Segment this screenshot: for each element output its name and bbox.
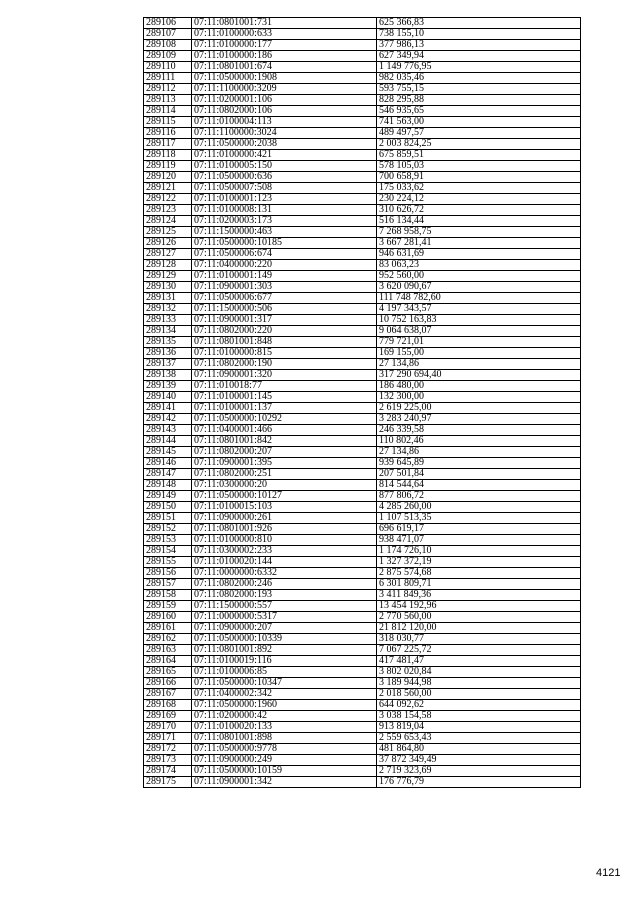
cadastral-number-cell: 07:11:0500000:1960 [192,700,377,711]
value-cell: 230 224,12 [377,194,581,205]
row-number-cell: 289109 [144,51,192,62]
cadastral-number-cell: 07:11:0100006:85 [192,667,377,678]
row-number-cell: 289111 [144,73,192,84]
row-number-cell: 289143 [144,425,192,436]
table-row [144,744,581,755]
value-cell: 3 283 240,97 [377,414,581,425]
table-row [144,601,581,612]
table-row [144,436,581,447]
row-number-cell: 289124 [144,216,192,227]
row-number-cell: 289141 [144,403,192,414]
row-number-cell: 289150 [144,502,192,513]
cadastral-value-table [143,17,581,788]
value-cell: 13 454 192,96 [377,601,581,612]
cadastral-number-cell: 07:11:0100019:116 [192,656,377,667]
table-row [144,678,581,689]
cadastral-number-cell: 07:11:0900000:207 [192,623,377,634]
value-cell: 814 544,64 [377,480,581,491]
row-number-cell: 289170 [144,722,192,733]
cadastral-number-cell: 07:11:0500000:9778 [192,744,377,755]
value-cell: 3 189 944,98 [377,678,581,689]
cadastral-number-cell: 07:11:0200000:42 [192,711,377,722]
row-number-cell: 289127 [144,249,192,260]
table-row [144,689,581,700]
value-cell: 2 018 560,00 [377,689,581,700]
cadastral-number-cell: 07:11:0500000:10347 [192,678,377,689]
cadastral-number-cell: 07:11:1500000:557 [192,601,377,612]
table-row [144,106,581,117]
table-row [144,546,581,557]
row-number-cell: 289154 [144,546,192,557]
value-cell: 310 626,72 [377,205,581,216]
row-number-cell: 289167 [144,689,192,700]
row-number-cell: 289129 [144,271,192,282]
cadastral-number-cell: 07:11:0900001:342 [192,777,377,788]
table-row [144,227,581,238]
cadastral-number-cell: 07:11:0100000:421 [192,150,377,161]
table-row [144,469,581,480]
cadastral-number-cell: 07:11:0100004:113 [192,117,377,128]
table-row [144,447,581,458]
table-row [144,315,581,326]
table-row [144,62,581,73]
table-row [144,18,581,29]
table-row [144,480,581,491]
row-number-cell: 289119 [144,161,192,172]
cadastral-number-cell: 07:11:0200003:173 [192,216,377,227]
value-cell: 644 092,62 [377,700,581,711]
value-cell: 625 366,83 [377,18,581,29]
table-row [144,293,581,304]
table-row [144,337,581,348]
value-cell: 175 033,62 [377,183,581,194]
cadastral-number-cell: 07:11:0100001:123 [192,194,377,205]
row-number-cell: 289155 [144,557,192,568]
value-cell: 10 752 163,83 [377,315,581,326]
value-cell: 489 497,57 [377,128,581,139]
cadastral-number-cell: 07:11:0500006:674 [192,249,377,260]
cadastral-number-cell: 07:11:0100020:133 [192,722,377,733]
value-cell: 938 471,07 [377,535,581,546]
value-cell: 207 501,84 [377,469,581,480]
table-row [144,205,581,216]
row-number-cell: 289112 [144,84,192,95]
table-row [144,150,581,161]
row-number-cell: 289137 [144,359,192,370]
cadastral-number-cell: 07:11:0500000:10185 [192,238,377,249]
cadastral-number-cell: 07:11:1500000:506 [192,304,377,315]
cadastral-number-cell: 07:11:0801001:892 [192,645,377,656]
cadastral-number-cell: 07:11:1100000:3024 [192,128,377,139]
value-cell: 6 301 809,71 [377,579,581,590]
row-number-cell: 289110 [144,62,192,73]
table-row [144,238,581,249]
value-cell: 481 864,80 [377,744,581,755]
page-number: 4121 [596,867,621,879]
value-cell: 578 105,03 [377,161,581,172]
data-table-container [143,17,580,788]
cadastral-number-cell: 07:11:0900001:320 [192,370,377,381]
cadastral-number-cell: 07:11:0400002:342 [192,689,377,700]
table-row [144,216,581,227]
row-number-cell: 289148 [144,480,192,491]
value-cell: 37 872 349,49 [377,755,581,766]
table-row [144,513,581,524]
table-row [144,359,581,370]
row-number-cell: 289175 [144,777,192,788]
cadastral-number-cell: 07:11:0200001:106 [192,95,377,106]
row-number-cell: 289107 [144,29,192,40]
cadastral-number-cell: 07:11:0801001:926 [192,524,377,535]
row-number-cell: 289130 [144,282,192,293]
cadastral-number-cell: 07:11:0802000:193 [192,590,377,601]
value-cell: 675 859,51 [377,150,581,161]
row-number-cell: 289138 [144,370,192,381]
cadastral-number-cell: 07:11:0802000:220 [192,326,377,337]
table-row [144,656,581,667]
value-cell: 110 802,46 [377,436,581,447]
table-row [144,271,581,282]
row-number-cell: 289142 [144,414,192,425]
cadastral-number-cell: 07:11:0300000:20 [192,480,377,491]
cadastral-number-cell: 07:11:0801001:848 [192,337,377,348]
cadastral-number-cell: 07:11:0100001:145 [192,392,377,403]
row-number-cell: 289108 [144,40,192,51]
value-cell: 1 107 513,35 [377,513,581,524]
row-number-cell: 289171 [144,733,192,744]
cadastral-number-cell: 07:11:0100000:177 [192,40,377,51]
value-cell: 546 935,65 [377,106,581,117]
value-cell: 317 290 694,40 [377,370,581,381]
value-cell: 982 035,46 [377,73,581,84]
table-row [144,84,581,95]
cadastral-number-cell: 07:11:0400001:466 [192,425,377,436]
row-number-cell: 289162 [144,634,192,645]
table-row [144,458,581,469]
row-number-cell: 289118 [144,150,192,161]
row-number-cell: 289163 [144,645,192,656]
value-cell: 700 658,91 [377,172,581,183]
row-number-cell: 289136 [144,348,192,359]
table-row [144,590,581,601]
cadastral-number-cell: 07:11:0900001:317 [192,315,377,326]
table-row [144,73,581,84]
table-row [144,557,581,568]
row-number-cell: 289122 [144,194,192,205]
cadastral-number-cell: 07:11:0802000:246 [192,579,377,590]
table-row [144,579,581,590]
table-row [144,568,581,579]
cadastral-number-cell: 07:11:0500000:10127 [192,491,377,502]
value-cell: 176 776,79 [377,777,581,788]
cadastral-number-cell: 07:11:0000000:6332 [192,568,377,579]
cadastral-number-cell: 07:11:0100005:150 [192,161,377,172]
value-cell: 627 349,94 [377,51,581,62]
value-cell: 946 631,69 [377,249,581,260]
value-cell: 3 411 849,36 [377,590,581,601]
cadastral-number-cell: 07:11:0100000:633 [192,29,377,40]
value-cell: 593 755,15 [377,84,581,95]
cadastral-number-cell: 07:11:0900001:395 [192,458,377,469]
cadastral-number-cell: 07:11:0500000:1908 [192,73,377,84]
value-cell: 132 300,00 [377,392,581,403]
row-number-cell: 289134 [144,326,192,337]
row-number-cell: 289145 [144,447,192,458]
value-cell: 2 875 574,68 [377,568,581,579]
value-cell: 1 149 776,95 [377,62,581,73]
cadastral-number-cell: 07:11:0801001:898 [192,733,377,744]
row-number-cell: 289131 [144,293,192,304]
table-row [144,40,581,51]
cadastral-number-cell: 07:11:0900001:303 [192,282,377,293]
table-row [144,722,581,733]
table-row [144,370,581,381]
table-row [144,95,581,106]
table-row [144,766,581,777]
cadastral-number-cell: 07:11:0100000:186 [192,51,377,62]
value-cell: 952 560,00 [377,271,581,282]
row-number-cell: 289116 [144,128,192,139]
value-cell: 111 748 782,60 [377,293,581,304]
cadastral-number-cell: 07:11:0801001:842 [192,436,377,447]
table-row [144,491,581,502]
row-number-cell: 289113 [144,95,192,106]
cadastral-number-cell: 07:11:0500000:2038 [192,139,377,150]
value-cell: 3 620 090,67 [377,282,581,293]
cadastral-number-cell: 07:11:0801001:731 [192,18,377,29]
cadastral-number-cell: 07:11:010018:77 [192,381,377,392]
table-row [144,29,581,40]
table-row [144,535,581,546]
cadastral-number-cell: 07:11:0900000:249 [192,755,377,766]
row-number-cell: 289114 [144,106,192,117]
table-row [144,623,581,634]
table-row [144,524,581,535]
value-cell: 9 064 638,07 [377,326,581,337]
cadastral-number-cell: 07:11:0100020:144 [192,557,377,568]
value-cell: 828 295,88 [377,95,581,106]
cadastral-number-cell: 07:11:0802000:190 [192,359,377,370]
row-number-cell: 289158 [144,590,192,601]
row-number-cell: 289147 [144,469,192,480]
row-number-cell: 289165 [144,667,192,678]
table-row [144,700,581,711]
cadastral-number-cell: 07:11:0400000:220 [192,260,377,271]
value-cell: 877 806,72 [377,491,581,502]
cadastral-number-cell: 07:11:0802000:251 [192,469,377,480]
value-cell: 417 481,47 [377,656,581,667]
table-row [144,51,581,62]
cadastral-number-cell: 07:11:0000000:5317 [192,612,377,623]
table-row [144,172,581,183]
row-number-cell: 289117 [144,139,192,150]
cadastral-number-cell: 07:11:0300002:233 [192,546,377,557]
row-number-cell: 289125 [144,227,192,238]
table-row [144,183,581,194]
value-cell: 27 134,86 [377,359,581,370]
cadastral-number-cell: 07:11:0100008:131 [192,205,377,216]
row-number-cell: 289120 [144,172,192,183]
row-number-cell: 289166 [144,678,192,689]
value-cell: 3 038 154,58 [377,711,581,722]
row-number-cell: 289161 [144,623,192,634]
row-number-cell: 289132 [144,304,192,315]
cadastral-number-cell: 07:11:0500000:10292 [192,414,377,425]
cadastral-number-cell: 07:11:0500000:636 [192,172,377,183]
row-number-cell: 289151 [144,513,192,524]
value-cell: 741 563,00 [377,117,581,128]
value-cell: 2 770 560,00 [377,612,581,623]
value-cell: 1 174 726,10 [377,546,581,557]
row-number-cell: 289106 [144,18,192,29]
cadastral-number-cell: 07:11:0500007:508 [192,183,377,194]
value-cell: 779 721,01 [377,337,581,348]
value-cell: 4 285 260,00 [377,502,581,513]
row-number-cell: 289135 [144,337,192,348]
cadastral-number-cell: 07:11:0801001:674 [192,62,377,73]
value-cell: 21 812 120,00 [377,623,581,634]
row-number-cell: 289139 [144,381,192,392]
cadastral-number-cell: 07:11:0500006:677 [192,293,377,304]
row-number-cell: 289168 [144,700,192,711]
row-number-cell: 289128 [144,260,192,271]
row-number-cell: 289160 [144,612,192,623]
cadastral-number-cell: 07:11:0500000:10339 [192,634,377,645]
value-cell: 377 986,13 [377,40,581,51]
row-number-cell: 289144 [144,436,192,447]
cadastral-number-cell: 07:11:0802000:207 [192,447,377,458]
table-row [144,194,581,205]
cadastral-number-cell: 07:11:0500000:10159 [192,766,377,777]
value-cell: 169 155,00 [377,348,581,359]
value-cell: 246 339,58 [377,425,581,436]
row-number-cell: 289146 [144,458,192,469]
value-cell: 2 619 225,00 [377,403,581,414]
table-row [144,128,581,139]
row-number-cell: 289123 [144,205,192,216]
table-row [144,260,581,271]
cadastral-number-cell: 07:11:0100001:149 [192,271,377,282]
table-body [144,18,581,788]
row-number-cell: 289133 [144,315,192,326]
row-number-cell: 289126 [144,238,192,249]
table-row [144,645,581,656]
value-cell: 2 003 824,25 [377,139,581,150]
value-cell: 738 155,10 [377,29,581,40]
cadastral-number-cell: 07:11:0802000:106 [192,106,377,117]
row-number-cell: 289172 [144,744,192,755]
row-number-cell: 289121 [144,183,192,194]
value-cell: 186 480,00 [377,381,581,392]
cadastral-number-cell: 07:11:1500000:463 [192,227,377,238]
value-cell: 2 559 653,43 [377,733,581,744]
value-cell: 27 134,86 [377,447,581,458]
table-row [144,282,581,293]
table-row [144,667,581,678]
table-row [144,139,581,150]
cadastral-number-cell: 07:11:0100015:103 [192,502,377,513]
value-cell: 696 619,17 [377,524,581,535]
cadastral-number-cell: 07:11:0900000:261 [192,513,377,524]
table-row [144,348,581,359]
table-row [144,403,581,414]
value-cell: 1 327 372,19 [377,557,581,568]
table-row [144,249,581,260]
cadastral-number-cell: 07:11:1100000:3209 [192,84,377,95]
row-number-cell: 289115 [144,117,192,128]
table-row [144,711,581,722]
table-row [144,425,581,436]
value-cell: 516 134,44 [377,216,581,227]
table-row [144,414,581,425]
row-number-cell: 289152 [144,524,192,535]
table-row [144,381,581,392]
row-number-cell: 289159 [144,601,192,612]
row-number-cell: 289164 [144,656,192,667]
table-row [144,326,581,337]
row-number-cell: 289169 [144,711,192,722]
value-cell: 3 667 281,41 [377,238,581,249]
value-cell: 2 719 323,69 [377,766,581,777]
row-number-cell: 289153 [144,535,192,546]
table-row [144,502,581,513]
value-cell: 4 197 343,57 [377,304,581,315]
table-row [144,392,581,403]
row-number-cell: 289157 [144,579,192,590]
table-row [144,634,581,645]
cadastral-number-cell: 07:11:0100001:137 [192,403,377,414]
row-number-cell: 289149 [144,491,192,502]
value-cell: 913 819,04 [377,722,581,733]
value-cell: 939 645,89 [377,458,581,469]
value-cell: 3 802 020,84 [377,667,581,678]
value-cell: 7 067 225,72 [377,645,581,656]
table-row [144,612,581,623]
table-row [144,304,581,315]
row-number-cell: 289174 [144,766,192,777]
row-number-cell: 289140 [144,392,192,403]
table-row [144,161,581,172]
value-cell: 318 030,77 [377,634,581,645]
value-cell: 7 268 958,75 [377,227,581,238]
table-row [144,755,581,766]
row-number-cell: 289156 [144,568,192,579]
table-row [144,733,581,744]
row-number-cell: 289173 [144,755,192,766]
cadastral-number-cell: 07:11:0100000:810 [192,535,377,546]
table-row [144,117,581,128]
cadastral-number-cell: 07:11:0100000:815 [192,348,377,359]
table-row [144,777,581,788]
value-cell: 83 063,23 [377,260,581,271]
